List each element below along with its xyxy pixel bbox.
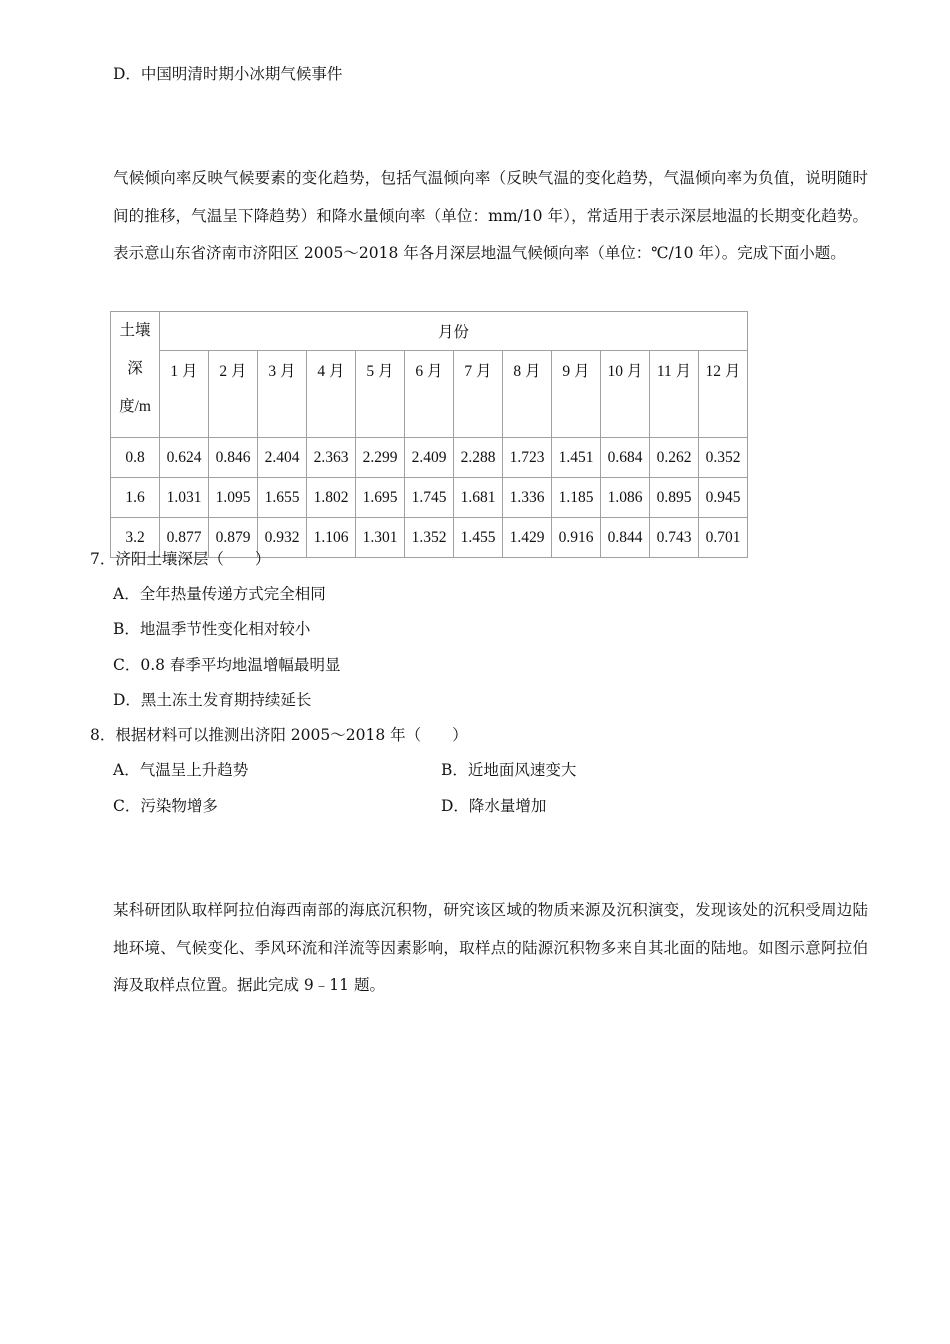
question-7-option-a: A．全年热量传递方式完全相同 [113,585,326,603]
question-7-option-c: C．0.8 春季平均地温增幅最明显 [113,656,341,674]
question-8-stem: 8．根据材料可以推测出济阳 2005～2018 年（ ） [90,726,468,744]
value-cell: 0.879 [209,518,258,558]
month-label: 9 月 [552,351,601,438]
question-8-option-a: A．气温呈上升趋势 [113,761,249,779]
value-cell: 1.095 [209,478,258,518]
question-7-stem: 7．济阳土壤深层（ ） [90,550,271,568]
value-cell: 1.695 [356,478,405,518]
table-header-row [111,312,748,351]
value-cell: 0.846 [209,438,258,478]
passage-climate-trend: 气候倾向率反映气候要素的变化趋势，包括气温倾向率（反映气温的变化趋势，气温倾向率为负值，说明随时间的推移，气温呈下降趋势）和降水量倾向率（单位：mm/10 年），常适用于表示深层地温的长期变化趋势。表示意山东省济南市济阳区 2005～2018 年各月深层地温气候倾向率（单位：℃/10 年）。完成下面小题。 [113,169,868,262]
month-label: 1 月 [160,351,209,438]
value-cell: 0.624 [160,438,209,478]
value-cell: 1.451 [552,438,601,478]
depth-header-cell [111,312,160,438]
question-7-option-b: B．地温季节性变化相对较小 [113,620,311,638]
value-cell: 1.681 [454,478,503,518]
question-8-option-d: D．降水量增加 [441,797,547,815]
depth-header-line-1: 土壤 [119,322,151,339]
value-cell: 0.844 [601,518,650,558]
month-label: 3 月 [258,351,307,438]
soil-temperature-table [110,311,748,558]
month-label: 10 月 [601,351,650,438]
month-label: 2 月 [209,351,258,438]
month-label: 7 月 [454,351,503,438]
value-cell: 1.301 [356,518,405,558]
month-label: 5 月 [356,351,405,438]
value-cell: 1.802 [307,478,356,518]
value-cell: 0.877 [160,518,209,558]
month-label: 12 月 [699,351,748,438]
depth-cell: 1.6 [111,478,160,518]
depth-cell: 0.8 [111,438,160,478]
value-cell: 0.945 [699,478,748,518]
month-label: 11 月 [650,351,699,438]
value-cell: 0.701 [699,518,748,558]
month-label: 6 月 [405,351,454,438]
value-cell: 0.895 [650,478,699,518]
value-cell: 0.262 [650,438,699,478]
value-cell: 1.086 [601,478,650,518]
value-cell: 2.404 [258,438,307,478]
table-row [111,438,748,478]
value-cell: 1.655 [258,478,307,518]
value-cell: 1.106 [307,518,356,558]
month-label-row [111,351,748,438]
value-cell: 0.743 [650,518,699,558]
month-label: 4 月 [307,351,356,438]
value-cell: 2.288 [454,438,503,478]
month-label: 8 月 [503,351,552,438]
passage-arabian-sea: 某科研团队取样阿拉伯海西南部的海底沉积物，研究该区域的物质来源及沉积演变，发现该处的沉积受周边陆地环境、气候变化、季风环流和洋流等因素影响，取样点的陆源沉积物多来自其北面的陆地。如图示意阿拉伯海及取样点位置。据此完成 9﹣11 题。 [113,901,868,994]
value-cell: 1.336 [503,478,552,518]
value-cell: 2.409 [405,438,454,478]
value-cell: 1.352 [405,518,454,558]
question-8-option-b: B．近地面风速变大 [441,761,577,779]
previous-question-option-d: D．中国明清时期小冰期气候事件 [113,65,343,83]
value-cell: 2.299 [356,438,405,478]
value-cell: 1.745 [405,478,454,518]
value-cell: 1.723 [503,438,552,478]
value-cell: 2.363 [307,438,356,478]
value-cell: 0.352 [699,438,748,478]
depth-header-line-3: 度/m [119,398,151,415]
value-cell: 1.429 [503,518,552,558]
question-7-option-d: D．黑土冻土发育期持续延长 [113,691,312,709]
month-header: 月份 [160,312,748,351]
value-cell: 1.455 [454,518,503,558]
value-cell: 0.916 [552,518,601,558]
question-8-option-c: C．污染物增多 [113,797,218,815]
table-row [111,478,748,518]
value-cell: 1.031 [160,478,209,518]
depth-cell: 3.2 [111,518,160,558]
value-cell: 0.684 [601,438,650,478]
depth-header-line-2: 深 [127,360,143,377]
value-cell: 1.185 [552,478,601,518]
value-cell: 0.932 [258,518,307,558]
